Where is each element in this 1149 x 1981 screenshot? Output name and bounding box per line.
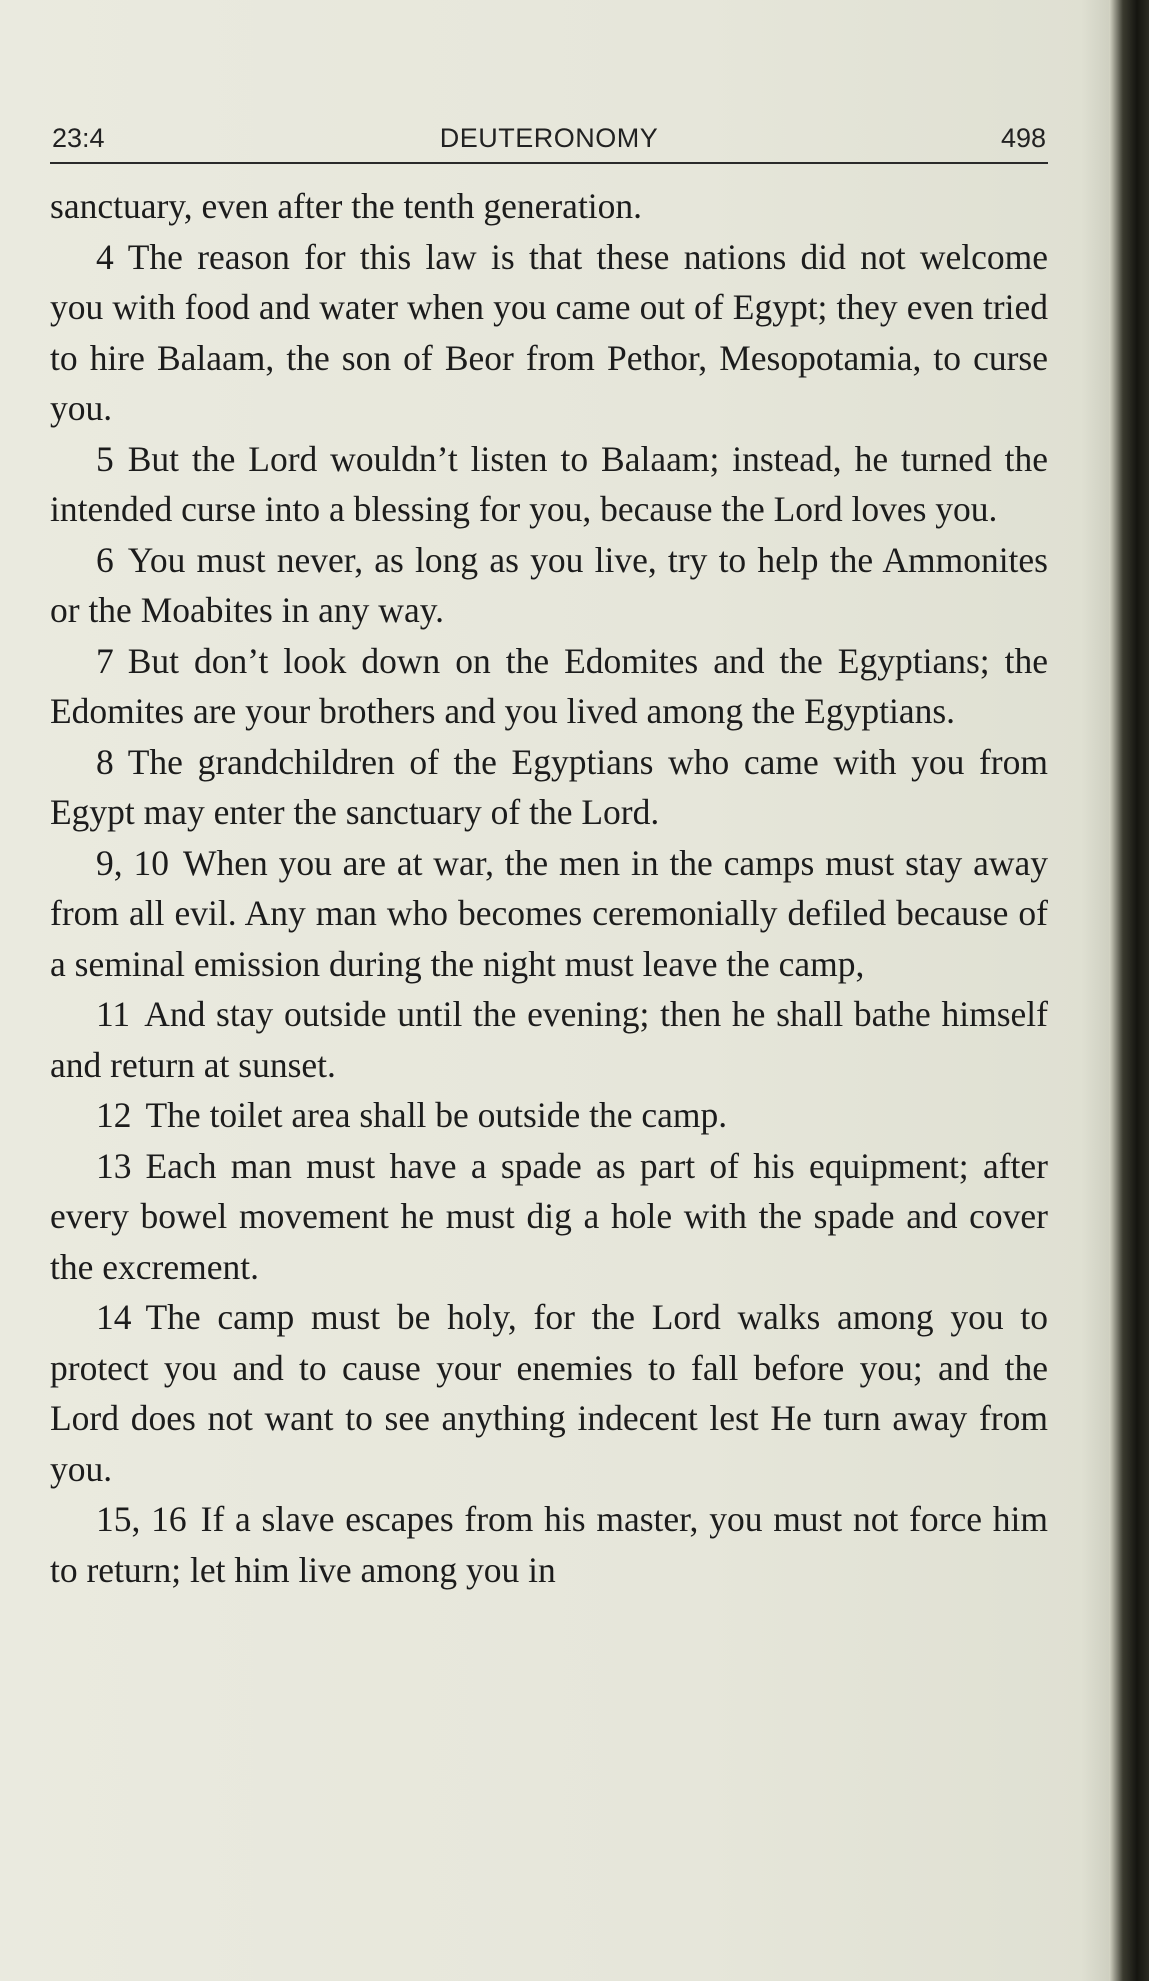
verse-number: 8	[96, 741, 114, 782]
verse	[50, 1090, 1048, 1141]
verse-number: 11	[96, 994, 131, 1034]
verse-text: And stay outside until the evening; then he shall bathe himself and return at sunset.	[50, 994, 1048, 1085]
verse	[50, 989, 1048, 1090]
scripture-text	[50, 181, 1048, 1595]
verse	[50, 232, 1048, 434]
verse	[50, 737, 1048, 838]
header-book-title: DEUTERONOMY	[439, 123, 659, 153]
verse	[50, 1494, 1048, 1595]
header-chapter-verse: 23:4	[52, 123, 105, 153]
verse	[50, 535, 1048, 636]
verse-text: The grandchildren of the Egyptians who came with you from Egypt may enter the sanctuary of the Lord.	[50, 741, 1048, 832]
running-header	[50, 118, 1048, 164]
verse-number: 5	[96, 438, 114, 479]
verse-text: Each man must have a spade as part of his equipment; after every bowel movement he must dig a hole with the spade and cover the excrement.	[50, 1145, 1048, 1287]
verse-number: 4	[96, 236, 114, 277]
verse	[50, 838, 1048, 990]
verse-text: sanctuary, even after the tenth generation.	[50, 186, 643, 226]
verse-text: The camp must be holy, for the Lord walks among you to protect you and to cause your enemies to fall before you; and the Lord does not want to see anything indecent lest He turn away from you.	[50, 1297, 1048, 1489]
page-gutter-shadow	[1081, 0, 1111, 1981]
verse-number: 13	[96, 1145, 132, 1186]
verse-number: 6	[96, 539, 114, 580]
verse-text: If a slave escapes from his master, you must not force him to return; let him live among you in	[50, 1499, 1048, 1590]
verse	[50, 636, 1048, 737]
verse-number: 14	[96, 1297, 132, 1337]
book-spine-edge	[1109, 0, 1149, 1981]
verse-continuation	[50, 181, 1048, 232]
verse-text: When you are at war, the men in the camps must stay away from all evil. Any man who becomes ceremonially defiled because of a seminal emission during the night must leave the camp,	[50, 842, 1048, 984]
verse-text: You must never, as long as you live, try to help the Ammonites or the Moabites in any way.	[50, 539, 1048, 630]
verse	[50, 434, 1048, 535]
verse-number: 15, 16	[96, 1499, 187, 1539]
verse-text: But the Lord wouldn’t listen to Balaam; instead, he turned the intended curse into a blessing for you, because the Lord loves you.	[50, 438, 1048, 529]
verse-text: The reason for this law is that these nations did not welcome you with food and water when you came out of Egypt; they even tried to hire Balaam, the son of Beor from Pethor, Mesopotamia, to curse you.	[50, 236, 1048, 428]
verse-number: 12	[96, 1095, 132, 1135]
verse	[50, 1292, 1048, 1494]
verse	[50, 1141, 1048, 1293]
header-page-number: 498	[1000, 123, 1046, 153]
verse-number: 9, 10	[96, 842, 169, 883]
verse-number: 7	[96, 640, 114, 681]
verse-text: But don’t look down on the Edomites and the Egyptians; the Edomites are your brothers and you lived among the Egyptians.	[50, 640, 1048, 731]
verse-text: The toilet area shall be outside the camp.	[145, 1095, 728, 1135]
